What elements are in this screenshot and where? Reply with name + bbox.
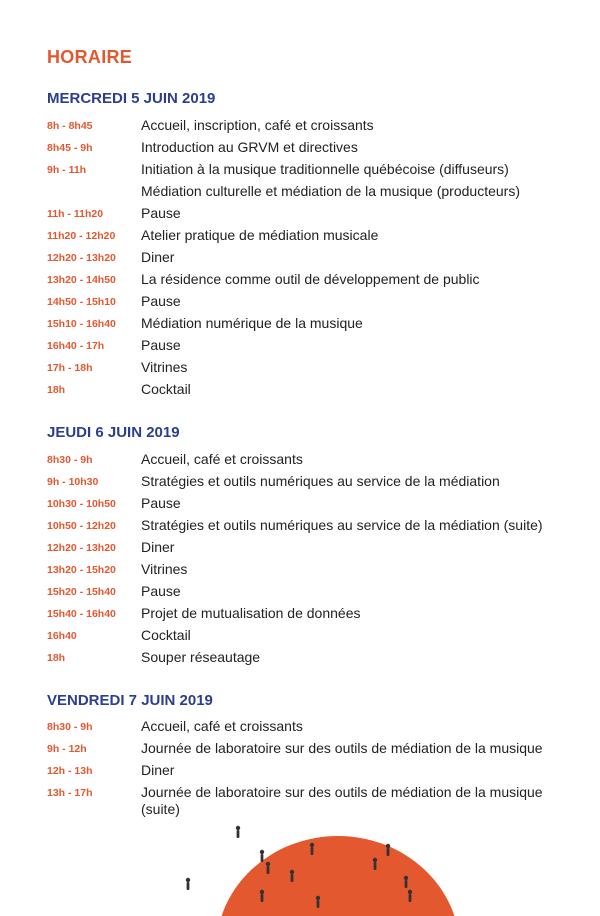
schedule-label: Cocktail	[141, 627, 191, 643]
schedule-time: 16h40	[47, 630, 77, 642]
schedule-time: 18h	[47, 384, 66, 396]
schedule-time: 10h50 - 12h20	[47, 520, 116, 532]
schedule-time: 8h30 - 9h	[47, 721, 93, 733]
orange-planet-shape	[216, 836, 460, 916]
schedule-label: Médiation culturelle et médiation de la musique (producteurs)	[141, 183, 520, 199]
schedule-time: 9h - 10h30	[47, 476, 99, 488]
schedule-time: 8h45 - 9h	[47, 142, 93, 154]
schedule-label: Accueil, café et croissants	[141, 451, 303, 467]
schedule-time: 9h - 12h	[47, 743, 87, 755]
schedule-time: 9h - 11h	[47, 164, 87, 176]
schedule-label: Diner	[141, 539, 175, 555]
schedule-label: Vitrines	[141, 561, 188, 577]
schedule-label: Journée de laboratoire sur des outils de médiation de la musique (suite)	[141, 784, 543, 817]
schedule-label: Vitrines	[141, 359, 188, 375]
page-title: HORAIRE	[47, 47, 133, 67]
schedule-label: Souper réseautage	[141, 649, 261, 665]
schedule-time: 15h40 - 16h40	[47, 608, 116, 620]
day-heading-wednesday: MERCREDI 5 JUIN 2019	[47, 90, 216, 107]
schedule-time: 13h20 - 15h20	[47, 564, 116, 576]
schedule-label: Pause	[141, 583, 181, 599]
schedule-time: 8h30 - 9h	[47, 454, 93, 466]
day-heading-thursday: JEUDI 6 JUIN 2019	[47, 424, 180, 441]
planet-illustration	[0, 800, 600, 916]
schedule-label: Stratégies et outils numériques au service de la médiation	[141, 473, 500, 489]
schedule-time: 11h - 11h20	[47, 208, 104, 220]
schedule-time: 15h20 - 15h40	[47, 586, 116, 598]
schedule-label: Accueil, inscription, café et croissants	[141, 117, 374, 133]
schedule-label: Stratégies et outils numériques au service de la médiation (suite)	[141, 517, 543, 533]
schedule-time: 14h50 - 15h10	[47, 296, 116, 308]
schedule-time: 8h - 8h45	[47, 120, 93, 132]
schedule-label: Diner	[141, 249, 175, 265]
schedule-label: Pause	[141, 205, 181, 221]
schedule-time: 15h10 - 16h40	[47, 318, 116, 330]
schedule-label: Médiation numérique de la musique	[141, 315, 363, 331]
schedule-label: Pause	[141, 495, 181, 511]
schedule-label: Projet de mutualisation de données	[141, 605, 361, 621]
schedule-label: Accueil, café et croissants	[141, 718, 303, 734]
schedule-label: Cocktail	[141, 381, 191, 397]
schedule-time: 18h	[47, 652, 66, 664]
schedule-label: Initiation à la musique traditionnelle québécoise (diffuseurs)	[141, 161, 509, 177]
schedule-time: 12h20 - 13h20	[47, 252, 116, 264]
schedule-time: 11h20 - 12h20	[47, 230, 116, 242]
schedule-time: 13h20 - 14h50	[47, 274, 116, 286]
schedule-time: 10h30 - 10h50	[47, 498, 116, 510]
schedule-label: Journée de laboratoire sur des outils de médiation de la musique	[141, 740, 543, 756]
schedule-label: Introduction au GRVM et directives	[141, 139, 358, 155]
schedule-label: Atelier pratique de médiation musicale	[141, 227, 379, 243]
day-heading-friday: VENDREDI 7 JUIN 2019	[47, 692, 213, 709]
schedule-time: 12h - 13h	[47, 765, 93, 777]
schedule-label: Pause	[141, 293, 181, 309]
schedule-label: Diner	[141, 762, 175, 778]
schedule-time: 13h - 17h	[47, 787, 93, 799]
schedule-label: La résidence comme outil de développement de public	[141, 271, 480, 287]
schedule-time: 16h40 - 17h	[47, 340, 105, 352]
schedule-time: 12h20 - 13h20	[47, 542, 116, 554]
schedule-label: Pause	[141, 337, 181, 353]
schedule-time: 17h - 18h	[47, 362, 93, 374]
